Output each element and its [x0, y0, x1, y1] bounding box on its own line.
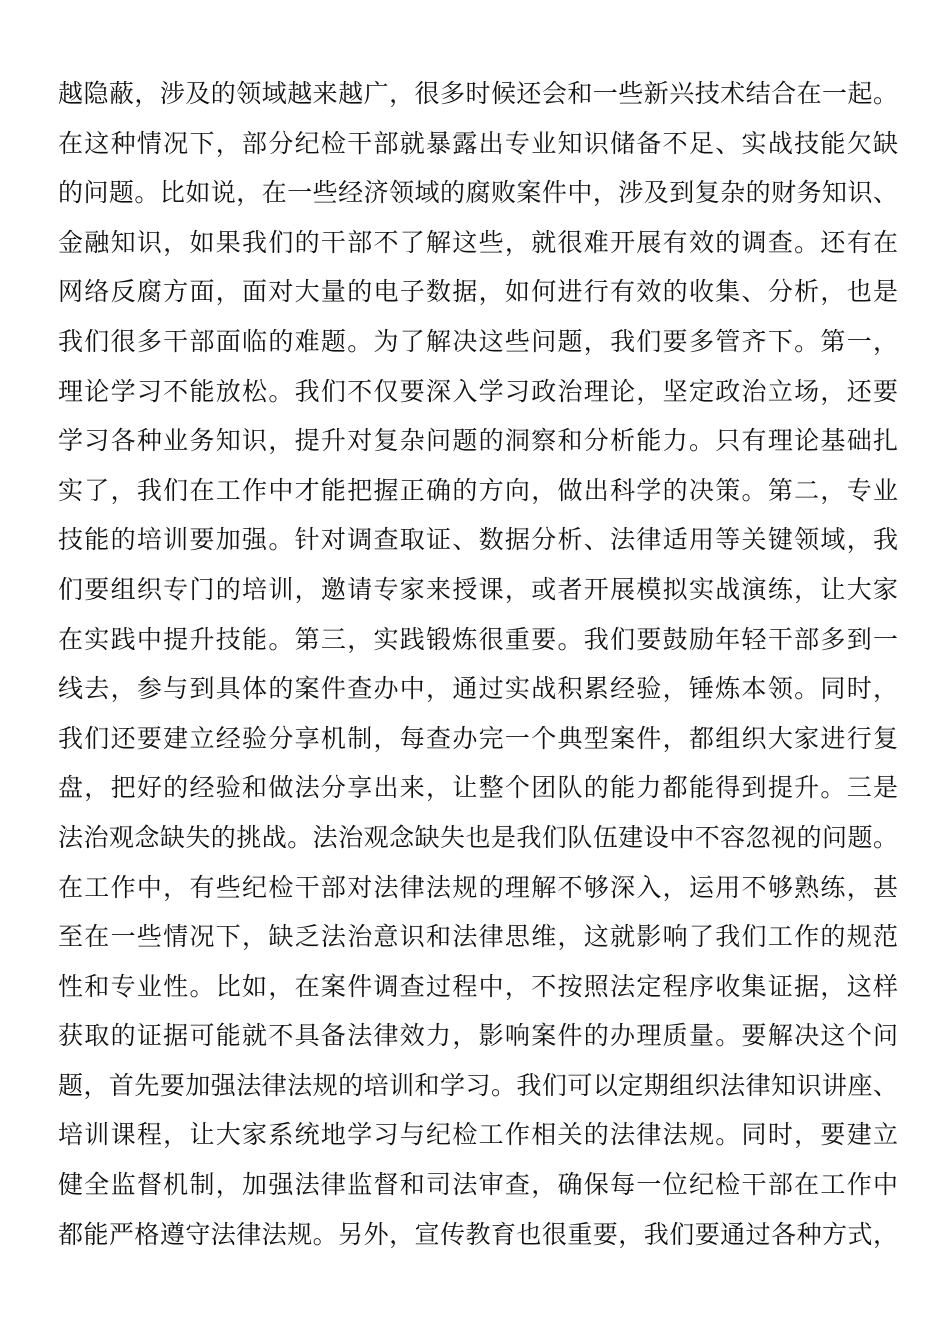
text-line: 获取的证据可能就不具备法律效力，影响案件的办理质量。要解决这个问: [58, 1021, 898, 1051]
body-text: [58, 69, 898, 1259]
text-line: 题，首先要加强法律法规的培训和学习。我们可以定期组织法律知识讲座、: [58, 1070, 898, 1100]
text-line: 性和专业性。比如，在案件调查过程中，不按照法定程序收集证据，这样: [58, 971, 898, 1001]
text-line: 技能的培训要加强。针对调查取证、数据分析、法律适用等关键领域，我: [58, 525, 898, 555]
text-line: 健全监督机制，加强法律监督和司法审查，确保每一位纪检干部在工作中: [58, 1170, 898, 1200]
text-line: 线去，参与到具体的案件查办中，通过实战积累经验，锤炼本领。同时，: [58, 674, 898, 704]
text-line: 实了，我们在工作中才能把握正确的方向，做出科学的决策。第二，专业: [58, 475, 898, 505]
text-line: 网络反腐方面，面对大量的电子数据，如何进行有效的收集、分析，也是: [58, 277, 898, 307]
text-line: 我们还要建立经验分享机制，每查办完一个典型案件，都组织大家进行复: [58, 723, 898, 753]
text-line: 在工作中，有些纪检干部对法律法规的理解不够深入，运用不够熟练，甚: [58, 872, 898, 902]
text-line: 都能严格遵守法律法规。另外，宣传教育也很重要，我们要通过各种方式，: [58, 1219, 898, 1249]
text-line: 法治观念缺失的挑战。法治观念缺失也是我们队伍建设中不容忽视的问题。: [58, 822, 898, 852]
text-line: 的问题。比如说，在一些经济领域的腐败案件中，涉及到复杂的财务知识、: [58, 178, 898, 208]
text-line: 培训课程，让大家系统地学习与纪检工作相关的法律法规。同时，要建立: [58, 1120, 898, 1150]
text-line: 我们很多干部面临的难题。为了解决这些问题，我们要多管齐下。第一，: [58, 326, 898, 356]
text-line: 理论学习不能放松。我们不仅要深入学习政治理论，坚定政治立场，还要: [58, 376, 898, 406]
text-line: 们要组织专门的培训，邀请专家来授课，或者开展模拟实战演练，让大家: [58, 574, 898, 604]
text-line: 盘，把好的经验和做法分享出来，让整个团队的能力都能得到提升。三是: [58, 773, 898, 803]
text-line: 在这种情况下，部分纪检干部就暴露出专业知识储备不足、实战技能欠缺: [58, 128, 898, 158]
text-line: 学习各种业务知识，提升对复杂问题的洞察和分析能力。只有理论基础扎: [58, 426, 898, 456]
text-line: 越隐蔽，涉及的领域越来越广，很多时候还会和一些新兴技术结合在一起。: [58, 79, 898, 108]
text-line: 至在一些情况下，缺乏法治意识和法律思维，这就影响了我们工作的规范: [58, 922, 898, 952]
text-line: 在实践中提升技能。第三，实践锻炼很重要。我们要鼓励年轻干部多到一: [58, 624, 898, 654]
text-line: 金融知识，如果我们的干部不了解这些，就很难开展有效的调查。还有在: [58, 227, 898, 257]
